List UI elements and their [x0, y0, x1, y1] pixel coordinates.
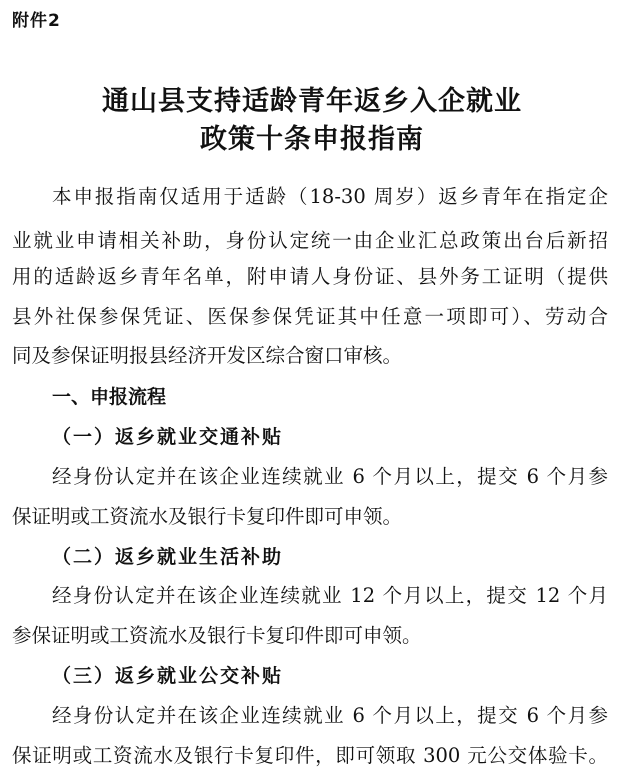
intro-line: 本申报指南仅适用于适龄（18-30 周岁）返乡青年在指定企: [52, 185, 608, 208]
document-title-line-1: 通山县支持适龄青年返乡入企就业: [102, 86, 522, 117]
attachment-label: 附件2: [12, 11, 61, 31]
body-line: 保证明或工资流水及银行卡复印件即可申领。: [12, 505, 403, 528]
subsection-heading: （三）返乡就业公交补贴: [52, 665, 284, 687]
document-title-line-2: 政策十条申报指南: [200, 124, 424, 155]
intro-line: 用的适龄返乡青年名单，附申请人身份证、县外务工证明（提供: [12, 265, 608, 288]
section-heading: 一、申报流程: [52, 386, 167, 408]
body-line: 参保证明或工资流水及银行卡复印件即可申领。: [12, 624, 422, 647]
intro-line: 县外社保参保凭证、医保参保凭证其中任意一项即可）、劳动合: [12, 305, 608, 328]
intro-line: 业就业申请相关补助，身份认定统一由企业汇总政策出台后新招: [12, 229, 608, 252]
body-line: 经身份认定并在该企业连续就业 12 个月以上，提交 12 个月: [52, 584, 608, 607]
body-line: 保证明或工资流水及银行卡复印件，即可领取 300 元公交体验卡。: [12, 744, 608, 767]
subsection-heading: （二）返乡就业生活补助: [52, 546, 284, 568]
body-line: 经身份认定并在该企业连续就业 6 个月以上，提交 6 个月参: [52, 465, 608, 488]
intro-line: 同及参保证明报县经济开发区综合窗口审核。: [12, 344, 403, 367]
subsection-heading: （一）返乡就业交通补贴: [52, 426, 284, 448]
body-line: 经身份认定并在该企业连续就业 6 个月以上，提交 6 个月参: [52, 704, 608, 727]
